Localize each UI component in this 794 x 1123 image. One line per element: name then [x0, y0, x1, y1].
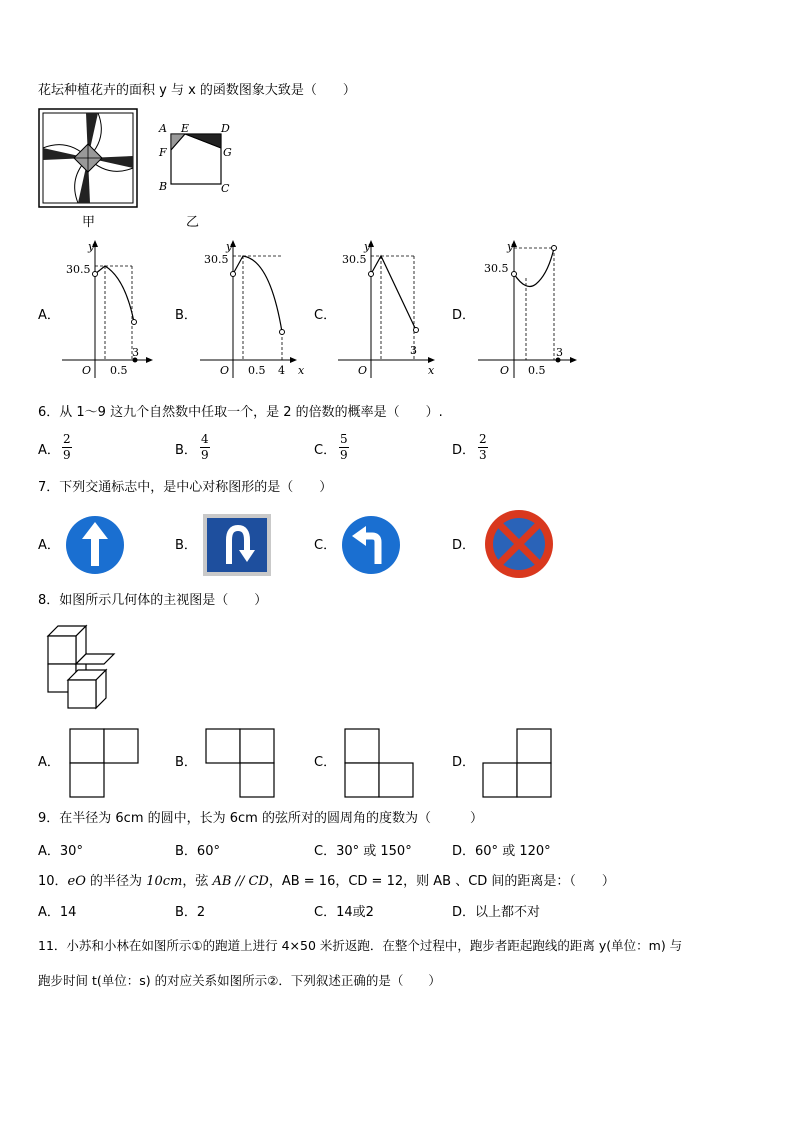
svg-text:30.5: 30.5 — [342, 253, 367, 266]
label-D: D — [221, 122, 230, 135]
q8-option-c-view — [344, 728, 416, 798]
q5-option-d-label: D． — [452, 308, 476, 323]
q5-stem: 花坛种植花卉的面积 y 与 x 的函数图象大致是（ ） — [38, 83, 356, 98]
svg-text:y: y — [507, 240, 514, 253]
svg-text:3: 3 — [556, 346, 563, 359]
q10-stem: 10．eO 的半径为 10cm，弦 AB // CD，AB = 16，CD = 12，则 AB 、CD 间的距离是：（ ） — [38, 874, 615, 889]
svg-text:y: y — [226, 240, 233, 253]
y-value: 30.5 — [66, 263, 91, 276]
q8-option-d-view — [482, 728, 554, 798]
label-G: G — [223, 146, 232, 159]
q7-option-a-label: A． — [38, 538, 60, 553]
svg-text:0.5: 0.5 — [110, 364, 128, 377]
q6-option-c-fraction: $\frac{5}{9}$ — [340, 432, 348, 462]
svg-text:y: y — [364, 240, 371, 253]
svg-text:O: O — [500, 364, 510, 377]
label-A: A — [159, 122, 167, 135]
q9-option-b: B．60° — [175, 844, 220, 859]
q6-option-b-label: B． — [175, 443, 197, 458]
svg-text:3: 3 — [132, 346, 139, 359]
q5-graph-b — [198, 238, 308, 386]
q8-option-b-view — [205, 728, 277, 798]
q9-stem: 9．在半径为 6cm 的圆中，长为 6cm 的弦所对的圆周角的度数为（ ） — [38, 811, 483, 826]
label-E: E — [181, 122, 190, 135]
q6-option-d-label: D． — [452, 443, 476, 458]
up-arrow-sign-icon — [64, 514, 126, 576]
no-stopping-sign-icon — [480, 508, 558, 580]
q6-option-a-fraction: $\frac{2}{9}$ — [63, 432, 71, 462]
q9-option-c: C．30° 或 150° — [314, 844, 412, 859]
svg-text:O: O — [358, 364, 368, 377]
q10-option-c: C．14或2 — [314, 905, 374, 920]
flowerbed-square-figure — [38, 108, 138, 208]
svg-text:30.5: 30.5 — [204, 253, 229, 266]
q5-figure-jia — [38, 108, 138, 208]
q5-figure-yi — [155, 118, 235, 198]
q8-option-c-label: C． — [314, 755, 337, 770]
q9-option-a: A．30° — [38, 844, 83, 859]
q8-option-a-view — [69, 728, 141, 798]
q9-option-d: D．60° 或 120° — [452, 844, 551, 859]
q5-option-a-label: A． — [38, 308, 60, 323]
q6-option-d-fraction: $\frac{2}{3}$ — [479, 432, 487, 462]
q8-option-d-label: D． — [452, 755, 476, 770]
svg-text:0.5: 0.5 — [248, 364, 266, 377]
svg-text:4: 4 — [278, 364, 285, 377]
q8-option-b-label: B． — [175, 755, 197, 770]
label-B: B — [159, 180, 168, 193]
svg-text:30.5: 30.5 — [484, 262, 509, 275]
q6-option-b-fraction: $\frac{4}{9}$ — [201, 432, 209, 462]
q7-option-b-label: B． — [175, 538, 197, 553]
q5-option-b-label: B． — [175, 308, 197, 323]
svg-text:O: O — [82, 364, 92, 377]
q6-option-a-label: A． — [38, 443, 60, 458]
svg-text:x: x — [428, 364, 435, 377]
q10-option-b: B．2 — [175, 905, 206, 920]
u-turn-sign-icon — [203, 514, 271, 576]
q8-stem: 8．如图所示几何体的主视图是（ ） — [38, 593, 268, 608]
svg-text:O: O — [220, 364, 230, 377]
svg-text:3: 3 — [410, 344, 417, 357]
q10-option-a: A．14 — [38, 905, 77, 920]
svg-text:y: y — [88, 240, 95, 253]
q5-figure-yi-caption: 乙 — [186, 215, 200, 230]
label-C: C — [221, 182, 230, 195]
q8-solid-figure — [40, 622, 120, 714]
q7-stem: 7．下列交通标志中，是中心对称图形的是（ ） — [38, 480, 333, 495]
q5-graph-a — [60, 238, 155, 386]
q5-option-c-label: C． — [314, 308, 337, 323]
square-abcd-figure — [155, 118, 235, 198]
q5-graph-d — [476, 238, 580, 386]
q7-option-d-label: D． — [452, 538, 476, 553]
q5-figure-jia-caption: 甲 — [82, 215, 96, 230]
label-F: F — [159, 146, 167, 159]
svg-text:x: x — [298, 364, 305, 377]
q6-option-c-label: C． — [314, 443, 337, 458]
q7-option-c-label: C． — [314, 538, 337, 553]
q6-stem: 6．从 1～9 这九个自然数中任取一个，是 2 的倍数的概率是（ ）. — [38, 405, 443, 420]
q8-option-a-label: A． — [38, 755, 60, 770]
q5-graph-c — [336, 238, 444, 386]
q11-stem-line1: 11．小苏和小林在如图所示①的跑道上进行 4×50 米折返跑．在整个过程中，跑步者距起跑线的距离 y(单位：m) 与 — [38, 938, 683, 953]
svg-text:0.5: 0.5 — [528, 364, 546, 377]
left-turn-sign-icon — [340, 514, 402, 576]
q10-option-d: D．以上都不对 — [452, 905, 541, 920]
q11-stem-line2: 跑步时间 t(单位：s) 的对应关系如图所示②．下列叙述正确的是（ ） — [38, 973, 441, 988]
